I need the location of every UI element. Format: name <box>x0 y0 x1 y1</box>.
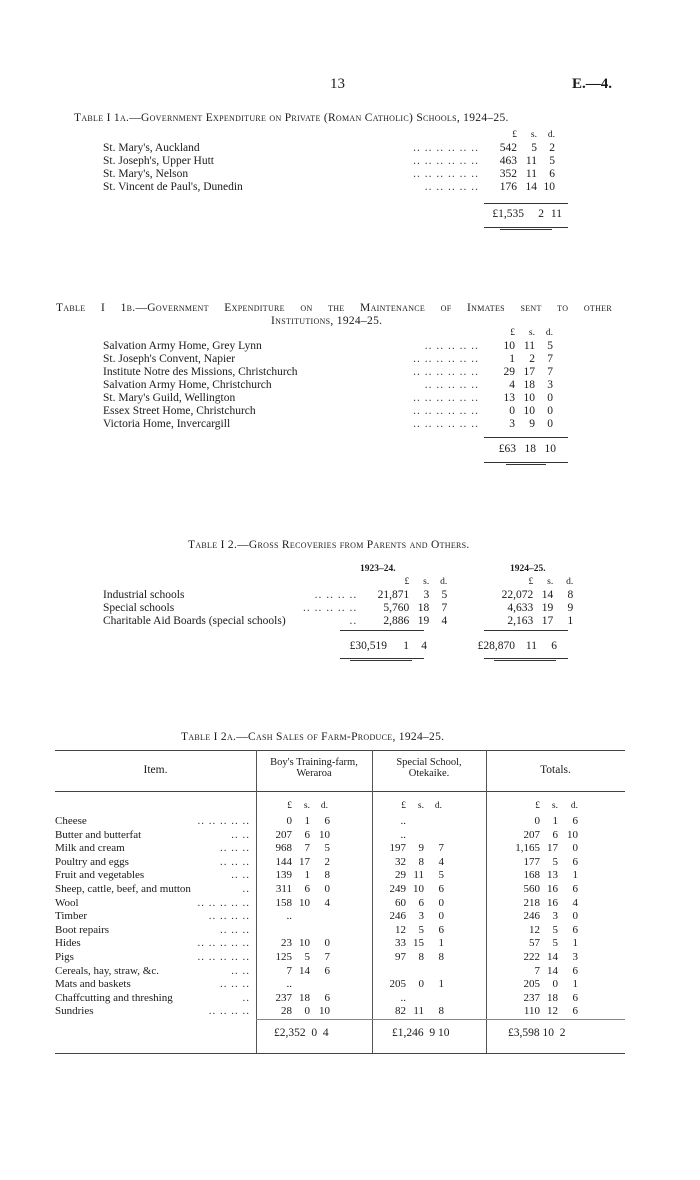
cell-b-shillings: 11 <box>413 869 424 881</box>
table-12-rule-a <box>340 630 424 631</box>
table-12a-head-item: Item. <box>143 764 168 776</box>
table-12a-head-otekaike: Special School, Otekaike. <box>396 757 462 779</box>
cell-a-pounds: 237 <box>275 992 292 1004</box>
cell-a-pence: 6 <box>324 965 330 977</box>
item-name: Milk and cream <box>55 842 125 854</box>
cell-c-pence: 1 <box>572 869 578 881</box>
cell-b-shillings: 3 <box>418 910 424 922</box>
table-12a-col-divider <box>256 750 257 1053</box>
cell-c-shillings: 16 <box>547 897 558 909</box>
leader-dots: .. .. .. <box>220 842 250 854</box>
cell-c-pence: 10 <box>567 829 578 841</box>
leader-dots: .. .. .. .. <box>208 1005 250 1017</box>
cell-c-pounds: 207 <box>523 829 540 841</box>
item-name: Chaffcutting and threshing <box>55 992 173 1004</box>
cell-a-pence: 10 <box>319 829 330 841</box>
cell-a-pounds: 207 <box>275 829 292 841</box>
item-name: Poultry and eggs <box>55 856 129 868</box>
cell-c-shillings: 5 <box>552 856 558 868</box>
cell-b-pence: 7 <box>438 842 444 854</box>
cell-a-pence: 8 <box>324 869 330 881</box>
cell-c-pence: 6 <box>572 1005 578 1017</box>
table-12a-bottom-border <box>55 1053 625 1054</box>
table-12a-col-divider <box>486 750 487 1053</box>
cell-b-shillings: 5 <box>418 924 424 936</box>
cell-c-pounds: 12 <box>529 924 540 936</box>
cell-b-pounds: 33 <box>395 937 406 949</box>
cell-c-shillings: 5 <box>552 924 558 936</box>
cell-b-pence: 5 <box>438 869 444 881</box>
cell-c-pounds: 237 <box>523 992 540 1004</box>
item-name: Pigs <box>55 951 74 963</box>
cell-c-pounds: 0 <box>534 815 540 827</box>
leader-dots: .. .. .. <box>220 924 250 936</box>
cell-b-pence: 8 <box>438 951 444 963</box>
page-number: 13 <box>330 76 345 92</box>
table-12a-lsd-c: £ s. d. <box>535 801 578 811</box>
table-row: St. Joseph's Convent, Napier .. .. .. .. .. .. 1 2 7 <box>103 353 553 365</box>
item-name: Fruit and vegetables <box>55 869 145 881</box>
cell-a-pounds: .. <box>286 910 292 922</box>
cell-c-pounds: 560 <box>523 883 540 895</box>
cell-a-pounds: 139 <box>275 869 292 881</box>
cell-c-shillings: 5 <box>552 937 558 949</box>
cell-b-pounds: 205 <box>389 978 406 990</box>
table-12a-top-border <box>55 750 625 751</box>
table-row: St. Mary's, Auckland .. .. .. .. .. .. 542 5 2 <box>103 142 555 154</box>
cell-a-pounds: 0 <box>286 815 292 827</box>
table-12-total-rule-a <box>340 658 424 659</box>
item-name: Butter and butterfat <box>55 829 142 841</box>
cell-a-pounds: 7 <box>286 965 292 977</box>
table-12-total: £30,519 1 4 £28,870 11 6 <box>349 640 557 652</box>
cell-c-pence: 4 <box>572 897 578 909</box>
cell-b-shillings: 15 <box>413 937 424 949</box>
cell-a-shillings: 6 <box>304 829 310 841</box>
table-row: St. Mary's Guild, Wellington .. .. .. .. .. .. 13 10 0 <box>103 392 553 404</box>
cell-a-shillings: 14 <box>299 965 310 977</box>
table-row: Industrial schools .. .. .. .. 21,871 3 5 22,072 14 8 <box>103 589 574 601</box>
table-row: St. Joseph's, Upper Hutt .. .. .. .. .. .. 463 11 5 <box>103 155 555 167</box>
table-12-rule-b <box>484 630 568 631</box>
table-11b-title-line2: Institutions, 1924–25. <box>271 315 383 327</box>
leader-dots: .. .. .. .. .. <box>197 937 250 949</box>
table-12-total-rule-b <box>484 658 568 659</box>
cell-a-shillings: 10 <box>299 897 310 909</box>
table-12a-header-border <box>55 791 625 792</box>
cell-a-pounds: 28 <box>281 1005 292 1017</box>
cell-b-pounds: 60 <box>395 897 406 909</box>
leader-dots: .. .. <box>231 965 250 977</box>
cell-a-pence: 4 <box>324 897 330 909</box>
item-name: Cereals, hay, straw, &c. <box>55 965 159 977</box>
table-12a-lsd-b: £ s. d. <box>401 801 442 811</box>
table-12a-title: Table I 2a.—Cash Sales of Farm-Produce, 1924–25. <box>181 731 445 743</box>
table-11a-title: Table I 1a.—Government Expenditure on Private (Roman Catholic) Schools, 1924–25. <box>74 112 509 124</box>
cell-a-pounds: 311 <box>275 883 292 895</box>
cell-c-pounds: 205 <box>523 978 540 990</box>
table-row: Special schools .. .. .. .. .. 5,760 18 7 4,633 19 9 <box>103 602 574 614</box>
leader-dots: .. <box>242 883 250 895</box>
table-row: Essex Street Home, Christchurch .. .. .. .. .. .. 0 10 0 <box>103 405 553 417</box>
cell-c-shillings: 13 <box>547 869 558 881</box>
cell-c-shillings: 3 <box>552 910 558 922</box>
document-reference: E.—4. <box>571 76 612 92</box>
leader-dots: .. .. .. <box>220 978 250 990</box>
cell-b-pounds: 29 <box>395 869 406 881</box>
table-12-total-rule-b2 <box>494 660 556 661</box>
leader-dots: .. <box>242 992 250 1004</box>
cell-b-pounds: 249 <box>389 883 406 895</box>
cell-b-pounds: 197 <box>389 842 406 854</box>
cell-b-pounds: 12 <box>395 924 406 936</box>
cell-b-pounds: .. <box>400 815 406 827</box>
table-12a-total-totals: £3,598 10 2 <box>508 1027 566 1039</box>
cell-a-shillings: 5 <box>304 951 310 963</box>
cell-c-pence: 6 <box>572 965 578 977</box>
cell-c-pence: 0 <box>572 910 578 922</box>
cell-c-pounds: 110 <box>523 1005 540 1017</box>
cell-c-pence: 0 <box>572 842 578 854</box>
table-11a-rule <box>484 203 568 204</box>
table-11b-total-rule-short <box>506 464 546 465</box>
cell-a-shillings: 6 <box>304 883 310 895</box>
cell-c-shillings: 14 <box>547 965 558 977</box>
item-name: Boot repairs <box>55 924 110 936</box>
cell-a-pence: 0 <box>324 937 330 949</box>
item-name: Timber <box>55 910 87 922</box>
cell-a-shillings: 18 <box>299 992 310 1004</box>
cell-c-pounds: 7 <box>534 965 540 977</box>
leader-dots: .. .. .. .. <box>208 910 250 922</box>
cell-a-pounds: 23 <box>281 937 292 949</box>
table-row: Salvation Army Home, Christchurch .. .. .. .. .. 4 18 3 <box>103 379 553 391</box>
item-name: Wool <box>55 897 79 909</box>
table-12a-col-divider <box>372 750 373 1053</box>
cell-a-pounds: 158 <box>275 897 292 909</box>
cell-a-pence: 0 <box>324 883 330 895</box>
cell-c-pounds: 1,165 <box>515 842 540 854</box>
cell-b-shillings: 6 <box>418 897 424 909</box>
cell-a-pence: 7 <box>324 951 330 963</box>
cell-c-pence: 3 <box>572 951 578 963</box>
table-12-total-rule-a2 <box>350 660 412 661</box>
table-row: Salvation Army Home, Grey Lynn .. .. .. .. .. 10 11 5 <box>103 340 553 352</box>
cell-c-pounds: 246 <box>523 910 540 922</box>
cell-a-shillings: 1 <box>304 869 310 881</box>
item-name: Mats and baskets <box>55 978 131 990</box>
cell-b-shillings: 10 <box>413 883 424 895</box>
cell-b-shillings: 0 <box>418 978 424 990</box>
table-12a-total-otekaike: £1,246 9 10 <box>392 1027 450 1039</box>
cell-a-pence: 2 <box>324 856 330 868</box>
cell-b-pence: 8 <box>438 1005 444 1017</box>
leader-dots: .. .. .. .. .. <box>197 815 250 827</box>
cell-a-pounds: 144 <box>275 856 292 868</box>
cell-c-pounds: 168 <box>523 869 540 881</box>
cell-c-pence: 6 <box>572 883 578 895</box>
cell-b-shillings: 11 <box>413 1005 424 1017</box>
leader-dots: .. .. .. .. .. <box>197 951 250 963</box>
cell-c-shillings: 6 <box>552 829 558 841</box>
table-row: Charitable Aid Boards (special schools) .. 2,886 19 4 2,163 17 1 <box>103 615 574 627</box>
leader-dots: .. .. <box>231 869 250 881</box>
table-11b-total: £63 18 10 <box>498 443 556 455</box>
cell-c-shillings: 18 <box>547 992 558 1004</box>
cell-a-pence: 10 <box>319 1005 330 1017</box>
cell-b-pounds: .. <box>400 829 406 841</box>
cell-a-pence: 6 <box>324 815 330 827</box>
cell-a-pounds: 968 <box>275 842 292 854</box>
cell-c-pounds: 177 <box>523 856 540 868</box>
leader-dots: .. .. .. .. .. <box>197 897 250 909</box>
cell-b-shillings: 8 <box>418 951 424 963</box>
cell-a-shillings: 1 <box>304 815 310 827</box>
cell-b-pounds: 82 <box>395 1005 406 1017</box>
item-name: Sundries <box>55 1005 94 1017</box>
table-11b-title: Table I 1b.—Government Expenditure on the Maintenance of Inmates sent to other <box>56 302 612 314</box>
cell-c-shillings: 0 <box>552 978 558 990</box>
cell-a-pence: 6 <box>324 992 330 1004</box>
cell-b-pounds: .. <box>400 992 406 1004</box>
cell-b-pence: 0 <box>438 910 444 922</box>
cell-a-shillings: 7 <box>304 842 310 854</box>
cell-c-shillings: 17 <box>547 842 558 854</box>
table-12: £ s. d. £ s. d. Industrial schools .. .. .. .. 21,871 3 5 22,072 14 8 Special schools .. .. .. .. .. 5,760 18 7 4,633 19 9 Charitable Aid Boards (special schools) .. 2,886 19 4 2,163 17 1 <box>103 577 574 627</box>
leader-dots: .. .. .. <box>220 856 250 868</box>
table-12a-head-weraroa: Boy's Training-farm, Weraroa <box>270 757 358 779</box>
table-12-title: Table I 2.—Gross Recoveries from Parents and Others. <box>188 539 470 551</box>
cell-c-pence: 6 <box>572 856 578 868</box>
cell-a-pounds: .. <box>286 978 292 990</box>
cell-b-pence: 1 <box>438 978 444 990</box>
cell-b-pence: 1 <box>438 937 444 949</box>
cell-b-pence: 4 <box>438 856 444 868</box>
cell-c-pence: 1 <box>572 978 578 990</box>
cell-c-shillings: 1 <box>552 815 558 827</box>
cell-b-pence: 0 <box>438 897 444 909</box>
cell-c-pence: 6 <box>572 992 578 1004</box>
table-11b-rule <box>484 437 568 438</box>
table-11a-total-rule <box>484 227 568 228</box>
cell-c-pence: 6 <box>572 924 578 936</box>
cell-c-pounds: 57 <box>529 937 540 949</box>
cell-b-pence: 6 <box>438 924 444 936</box>
leader-dots: .. .. <box>231 829 250 841</box>
cell-b-shillings: 9 <box>418 842 424 854</box>
table-row: Victoria Home, Invercargill .. .. .. .. .. .. 3 9 0 <box>103 418 553 430</box>
table-12a-head-totals: Totals. <box>540 764 571 776</box>
cell-a-shillings: 17 <box>299 856 310 868</box>
table-11b: £ s. d. Salvation Army Home, Grey Lynn .. .. .. .. .. 10 11 5 St. Joseph's Convent, Napier .. .. .. .. .. .. 1 2 7 Institute Notre des Missions, Christchurch .. .. .. .. .. .. 29 17 7 Salvation Army Home, Christchurch .. .. .. .. .. 4 18 3 St. Mary's Guild, Wellington .. .. .. .. .. .. 13 10 0 Essex Street Home, Christchurch .. .. .. .. .. .. 0 10 0 Victoria Home, Invercargill .. .. .. .. .. .. 3 9 0 <box>103 328 553 430</box>
table-11a: £ s. d. St. Mary's, Auckland .. .. .. .. .. .. 542 5 2 St. Joseph's, Upper Hutt .. .. .. .. .. .. 463 11 5 St. Mary's, Nelson .. .. .. .. .. .. 352 11 6 St. Vincent de Paul's, Dunedin .. .. .. .. .. 176 14 10 <box>103 130 555 193</box>
cell-c-pounds: 222 <box>523 951 540 963</box>
item-name: Sheep, cattle, beef, and mutton <box>55 883 191 895</box>
table-row: St. Mary's, Nelson .. .. .. .. .. .. 352 11 6 <box>103 168 555 180</box>
item-name: Cheese <box>55 815 87 827</box>
cell-b-pounds: 97 <box>395 951 406 963</box>
cell-b-pounds: 32 <box>395 856 406 868</box>
table-12-year-1923: 1923–24. <box>360 564 396 574</box>
cell-c-shillings: 16 <box>547 883 558 895</box>
table-row: Institute Notre des Missions, Christchurch .. .. .. .. .. .. 29 17 7 <box>103 366 553 378</box>
table-12-year-1924: 1924–25. <box>510 564 546 574</box>
cell-c-pounds: 218 <box>523 897 540 909</box>
cell-a-shillings: 0 <box>304 1005 310 1017</box>
cell-c-pence: 1 <box>572 937 578 949</box>
table-11a-total-rule-short <box>500 229 552 230</box>
cell-c-shillings: 12 <box>547 1005 558 1017</box>
table-12a-total-rule <box>256 1019 625 1020</box>
table-row: St. Vincent de Paul's, Dunedin .. .. .. .. .. 176 14 10 <box>103 181 555 193</box>
cell-a-shillings: 10 <box>299 937 310 949</box>
cell-a-pounds: 125 <box>275 951 292 963</box>
cell-c-pence: 6 <box>572 815 578 827</box>
cell-b-pence: 6 <box>438 883 444 895</box>
cell-c-shillings: 14 <box>547 951 558 963</box>
table-12a-total-weraroa: £2,352 0 4 <box>274 1027 329 1039</box>
cell-a-pence: 5 <box>324 842 330 854</box>
cell-b-shillings: 8 <box>418 856 424 868</box>
table-11a-total: £1,535 2 11 <box>492 208 562 220</box>
item-name: Hides <box>55 937 81 949</box>
table-11b-total-rule <box>484 462 568 463</box>
table-12a-lsd-a: £ s. d. <box>287 801 328 811</box>
cell-b-pounds: 246 <box>389 910 406 922</box>
